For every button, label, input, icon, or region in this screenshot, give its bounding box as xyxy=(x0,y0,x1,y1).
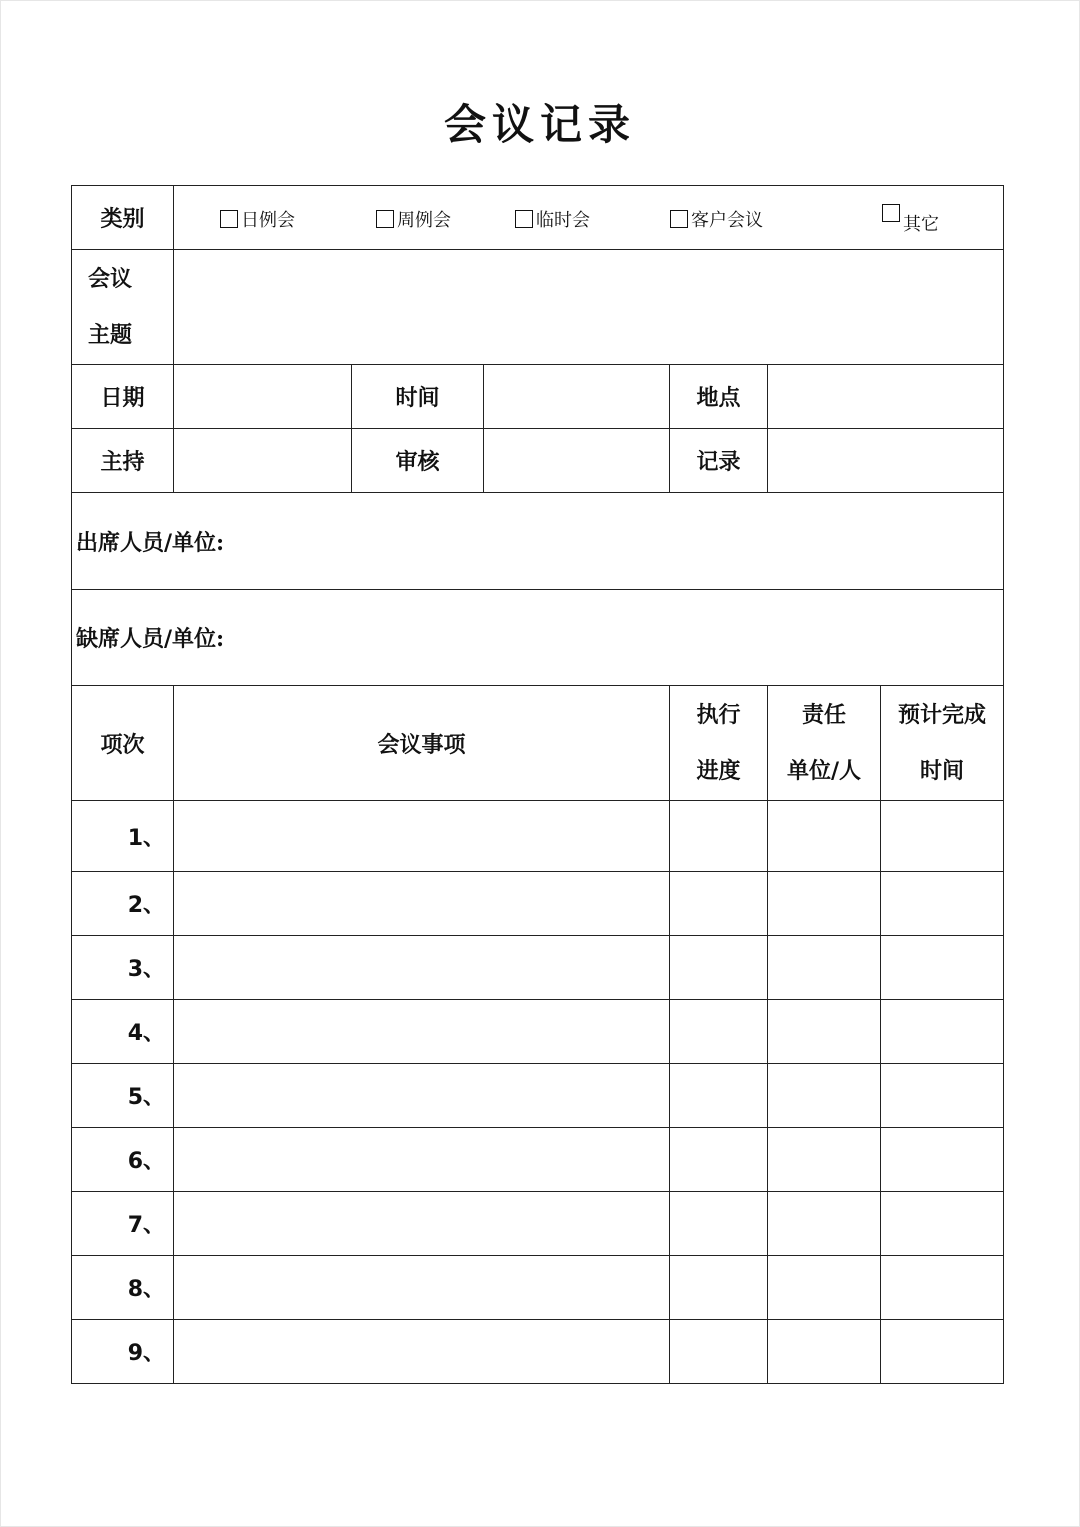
option-temporary[interactable]: 临时会 xyxy=(515,206,590,232)
item-due-field[interactable] xyxy=(881,1192,1004,1256)
due-header: 预计完成 时间 xyxy=(881,686,1004,801)
item-index: 1、 xyxy=(72,801,174,872)
item-index: 9、 xyxy=(72,1320,174,1384)
checkbox-icon[interactable] xyxy=(882,204,900,222)
topic-label: 会议 主题 xyxy=(72,250,174,365)
progress-header: 执行 进度 xyxy=(670,686,768,801)
table-row xyxy=(72,872,1004,936)
option-client-meeting[interactable]: 客户会议 xyxy=(670,206,763,232)
page-title: 会议记录 xyxy=(443,100,636,149)
table-row xyxy=(72,1192,1004,1256)
item-index: 4、 xyxy=(72,1000,174,1064)
item-due-field[interactable] xyxy=(881,801,1004,872)
checkbox-icon[interactable] xyxy=(220,210,238,228)
item-due-field[interactable] xyxy=(881,1256,1004,1320)
item-progress-field[interactable] xyxy=(670,1256,768,1320)
table-row xyxy=(72,1128,1004,1192)
item-progress-field[interactable] xyxy=(670,1192,768,1256)
item-owner-field[interactable] xyxy=(768,936,881,1000)
topic-field[interactable] xyxy=(174,250,1004,365)
absentees-row xyxy=(72,590,1004,686)
table-row xyxy=(72,1256,1004,1320)
item-matter-field[interactable] xyxy=(174,936,670,1000)
items-header-row xyxy=(72,686,1004,801)
item-owner-field[interactable] xyxy=(768,1128,881,1192)
item-index: 2、 xyxy=(72,872,174,936)
category-row xyxy=(72,186,1004,250)
info-row xyxy=(72,429,1004,493)
item-index: 8、 xyxy=(72,1256,174,1320)
option-other[interactable]: 其它 xyxy=(882,204,939,236)
item-due-field[interactable] xyxy=(881,1000,1004,1064)
checkbox-icon[interactable] xyxy=(670,210,688,228)
item-owner-field[interactable] xyxy=(768,801,881,872)
date-label: 日期 xyxy=(72,365,174,429)
item-index: 5、 xyxy=(72,1064,174,1128)
recorder-field[interactable] xyxy=(768,429,1004,493)
host-field[interactable] xyxy=(174,429,352,493)
item-progress-field[interactable] xyxy=(670,1000,768,1064)
absentees-field[interactable] xyxy=(72,590,1004,686)
attendees-row xyxy=(72,493,1004,590)
owner-header: 责任 单位/人 xyxy=(768,686,881,801)
item-owner-field[interactable] xyxy=(768,1320,881,1384)
item-due-field[interactable] xyxy=(881,1128,1004,1192)
attendees-field[interactable] xyxy=(72,493,1004,590)
item-matter-field[interactable] xyxy=(174,1000,670,1064)
item-index: 7、 xyxy=(72,1192,174,1256)
option-daily[interactable]: 日例会 xyxy=(220,206,295,232)
time-label: 时间 xyxy=(352,365,484,429)
recorder-label: 记录 xyxy=(670,429,768,493)
reviewer-label: 审核 xyxy=(352,429,484,493)
item-matter-field[interactable] xyxy=(174,872,670,936)
meeting-record-form xyxy=(71,185,1004,1384)
item-matter-field[interactable] xyxy=(174,801,670,872)
item-owner-field[interactable] xyxy=(768,872,881,936)
option-weekly[interactable]: 周例会 xyxy=(376,206,451,232)
topic-row xyxy=(72,250,1004,365)
item-progress-field[interactable] xyxy=(670,1320,768,1384)
checkbox-icon[interactable] xyxy=(515,210,533,228)
item-progress-field[interactable] xyxy=(670,872,768,936)
time-field[interactable] xyxy=(484,365,670,429)
item-owner-field[interactable] xyxy=(768,1064,881,1128)
item-matter-field[interactable] xyxy=(174,1128,670,1192)
item-matter-field[interactable] xyxy=(174,1192,670,1256)
matter-header: 会议事项 xyxy=(174,686,670,801)
date-field[interactable] xyxy=(174,365,352,429)
table-row xyxy=(72,1320,1004,1384)
category-label: 类别 xyxy=(72,186,174,250)
absentees-label: 缺席人员/单位: xyxy=(76,626,225,652)
item-index: 6、 xyxy=(72,1128,174,1192)
info-row xyxy=(72,365,1004,429)
table-row xyxy=(72,1064,1004,1128)
attendees-label: 出席人员/单位: xyxy=(76,529,225,556)
item-matter-field[interactable] xyxy=(174,1320,670,1384)
item-matter-field[interactable] xyxy=(174,1256,670,1320)
item-progress-field[interactable] xyxy=(670,801,768,872)
item-due-field[interactable] xyxy=(881,1320,1004,1384)
checkbox-icon[interactable] xyxy=(376,210,394,228)
host-label: 主持 xyxy=(72,429,174,493)
item-owner-field[interactable] xyxy=(768,1000,881,1064)
table-row xyxy=(72,1000,1004,1064)
table-row xyxy=(72,801,1004,872)
item-due-field[interactable] xyxy=(881,1064,1004,1128)
category-options xyxy=(174,186,1004,250)
item-progress-field[interactable] xyxy=(670,1128,768,1192)
location-field[interactable] xyxy=(768,365,1004,429)
item-progress-field[interactable] xyxy=(670,936,768,1000)
item-matter-field[interactable] xyxy=(174,1064,670,1128)
item-owner-field[interactable] xyxy=(768,1192,881,1256)
item-index: 3、 xyxy=(72,936,174,1000)
reviewer-field[interactable] xyxy=(484,429,670,493)
table-row xyxy=(72,936,1004,1000)
item-progress-field[interactable] xyxy=(670,1064,768,1128)
item-owner-field[interactable] xyxy=(768,1256,881,1320)
index-header: 项次 xyxy=(72,686,174,801)
item-due-field[interactable] xyxy=(881,936,1004,1000)
item-due-field[interactable] xyxy=(881,872,1004,936)
location-label: 地点 xyxy=(670,365,768,429)
